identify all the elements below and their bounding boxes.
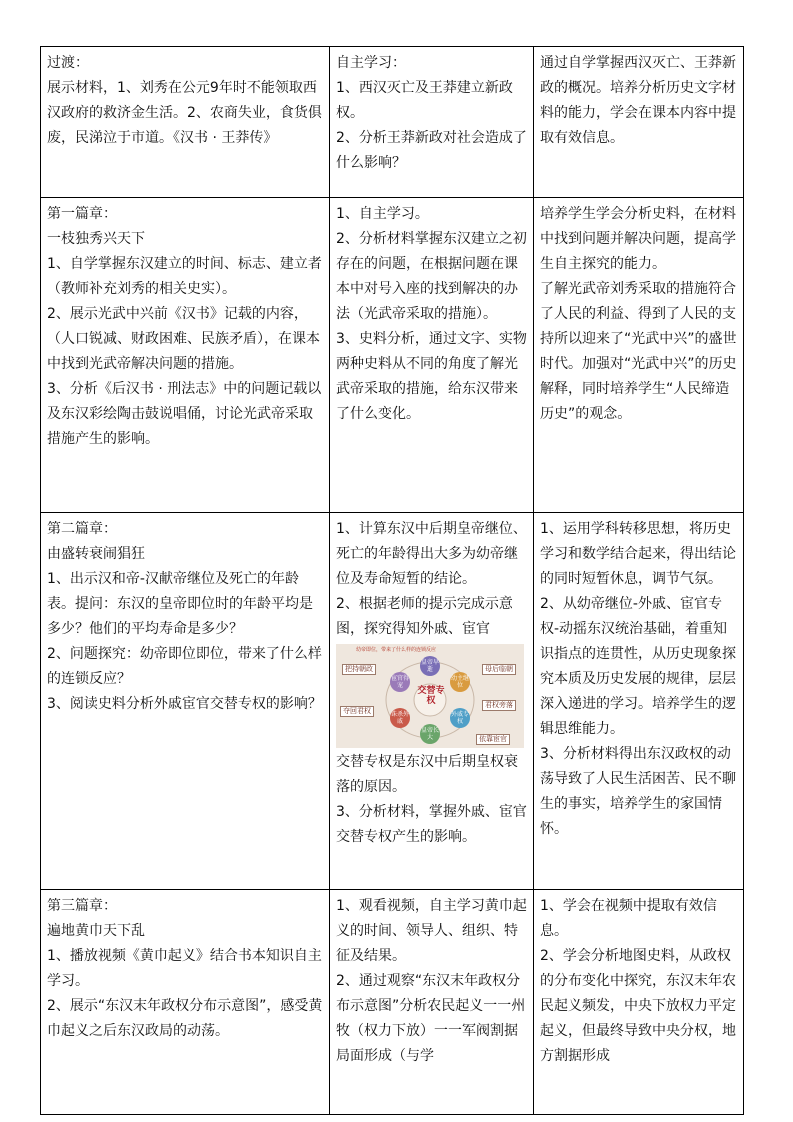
cell-line: 一枝独秀兴天下 — [47, 231, 145, 247]
cell-line: 2、从幼帝继位-外戚、宦官专权-动摇东汉统治基础，着重知识指点的连贯性，从历史现象探究本质及历史发展的规律，层层深入递进的学习。培养学生的逻辑思维能力。 — [540, 596, 736, 737]
cell-line: 2、分析王莽新政对社会造成了什么影响？ — [336, 130, 527, 171]
cell-line: 3、阅读史料分析外戚宦官交替专权的影响？ — [47, 696, 322, 712]
diagram-node: 幼主继位 — [450, 675, 469, 689]
design-intent-cell — [534, 198, 744, 513]
table-row — [41, 47, 744, 198]
diagram-node: 皇帝早逝 — [420, 659, 439, 673]
cell-line: 1、运用学科转移思想，将历史学习和数学结合起来，得出结论的同时短暂休息，调节气氛。 — [540, 521, 736, 587]
design-intent-cell — [534, 47, 744, 198]
diagram-center-label: 交替专权 — [417, 686, 445, 706]
table-row — [41, 890, 744, 1115]
power-cycle-diagram — [336, 644, 524, 748]
cell-line: 2、展示“东汉末年政权分布示意图”，感受黄巾起义之后东汉政局的动荡。 — [47, 998, 323, 1039]
cell-line: 2、分析材料掌握东汉建立之初存在的问题，在根据问题在课本中对号入座的找到解决的办法（光武帝采取的措施）。 — [336, 231, 527, 322]
diagram-node: 外戚专权 — [450, 711, 469, 725]
cell-line: 3、史料分析，通过文字、实物两种史料从不同的角度了解光武帝采取的措施，给东汉带来了什么变化。 — [336, 331, 527, 422]
student-activity-cell — [330, 47, 534, 198]
cell-line: 2、展示光武中兴前《汉书》记载的内容，（人口锐减、财政困难、民族矛盾），在课本中找到光武帝解决问题的措施。 — [47, 306, 320, 372]
cell-line: 2、问题探究：幼帝即位即位，带来了什么样的连锁反应？ — [47, 646, 322, 687]
cell-line: 第二篇章： — [47, 521, 117, 537]
design-intent-cell — [534, 513, 744, 890]
teacher-activity-cell — [41, 513, 330, 890]
student-activity-cell — [330, 890, 534, 1115]
cell-line: 自主学习： — [336, 55, 406, 71]
diagram-tag: 依靠宦官 — [476, 734, 510, 745]
cell-line: 2、根据老师的提示完成示意图，探究得知外戚、宦官 — [336, 596, 513, 637]
diagram-node: 宦官得宠 — [390, 675, 409, 689]
cell-line: 3、分析《后汉书 · 刑法志》中的问题记载以及东汉彩绘陶击鼓说唱俑，讨论光武帝采取措施产生的影响。 — [47, 381, 322, 447]
cell-line: 1、自主学习。 — [336, 206, 429, 222]
cell-line: 交替专权是东汉中后期皇权衰落的原因。 — [336, 754, 518, 795]
diagram-banner: 幼帝即位，带来了什么样的连锁反应 — [356, 647, 437, 653]
table-row — [41, 198, 744, 513]
cell-line: 了解光武帝刘秀采取的措施符合了人民的利益、得到了人民的支持所以迎来了“光武中兴”的盛世时代。加强对“光武中兴”的历史解释，同时培养学生“人民缔造历史”的观念。 — [540, 281, 737, 422]
cell-line: 1、播放视频《黄巾起义》结合书本知识自主学习。 — [47, 948, 322, 989]
lesson-plan-table — [40, 46, 744, 1115]
diagram-node: 诛杀外戚 — [390, 711, 409, 725]
student-activity-cell — [330, 513, 534, 890]
cell-line: 过渡： — [47, 55, 89, 71]
cell-line: 1、计算东汉中后期皇帝继位、死亡的年龄得出大多为幼帝继位及寿命短暂的结论。 — [336, 521, 527, 587]
cell-line: 通过自学掌握西汉灭亡、王莽新政的概况。培养分析历史文字材料的能力，学会在课本内容中提取有效信息。 — [540, 55, 736, 146]
cell-line: 2、学会分析地图史料，从政权的分布变化中探究，东汉末年农民起义频发，中央下放权力平定起义，但最终导致中央分权，地方割据形成 — [540, 948, 736, 1064]
teacher-activity-cell — [41, 47, 330, 198]
diagram-tag: 母后临朝 — [482, 664, 516, 675]
cell-line: 第一篇章： — [47, 206, 117, 222]
cell-line: 3、分析材料，掌握外戚、宦官交替专权产生的影响。 — [336, 804, 527, 845]
cell-line: 1、西汉灭亡及王莽建立新政权。 — [336, 80, 513, 121]
cell-line: 1、学会在视频中提取有效信息。 — [540, 898, 717, 939]
cell-line: 1、出示汉和帝-汉献帝继位及死亡的年龄表。提问：东汉的皇帝即位时的年龄平均是多少？他们的平均寿命是多少？ — [47, 571, 313, 637]
table-row — [41, 513, 744, 890]
student-activity-cell — [330, 198, 534, 513]
cell-line: 第三篇章： — [47, 898, 117, 914]
cell-line: 1、自学掌握东汉建立的时间、标志、建立者（教师补充刘秀的相关史实）。 — [47, 256, 322, 297]
cell-line: 培养学生学会分析史料，在材料中找到问题并解决问题，提高学生自主探究的能力。 — [540, 206, 736, 272]
diagram-tag: 君权旁落 — [482, 700, 516, 711]
design-intent-cell — [534, 890, 744, 1115]
diagram-node: 皇帝长大 — [420, 727, 439, 741]
cell-line: 1、观看视频，自主学习黄巾起义的时间、领导人、组织、特征及结果。 — [336, 898, 527, 964]
teacher-activity-cell — [41, 198, 330, 513]
cell-line: 3、分析材料得出东汉政权的动荡导致了人民生活困苦、民不聊生的事实，培养学生的家国情怀。 — [540, 746, 736, 837]
cell-line: 2、通过观察“东汉末年政权分布示意图”分析农民起义一一州牧（权力下放）一一军阀割据局面形成（与学 — [336, 973, 526, 1064]
diagram-tag: 夺回君权 — [340, 706, 374, 717]
cell-line: 遍地黄巾天下乱 — [47, 923, 145, 939]
cell-line: 展示材料，1、刘秀在公元9年时不能领取西汉政府的救济金生活。2、农商失业，食货俱废，民涕泣于市道。《汉书 · 王莽传》 — [47, 80, 322, 146]
diagram-tag: 把持朝政 — [342, 664, 376, 675]
cell-line: 由盛转衰闹猖狂 — [47, 546, 145, 562]
teacher-activity-cell — [41, 890, 330, 1115]
